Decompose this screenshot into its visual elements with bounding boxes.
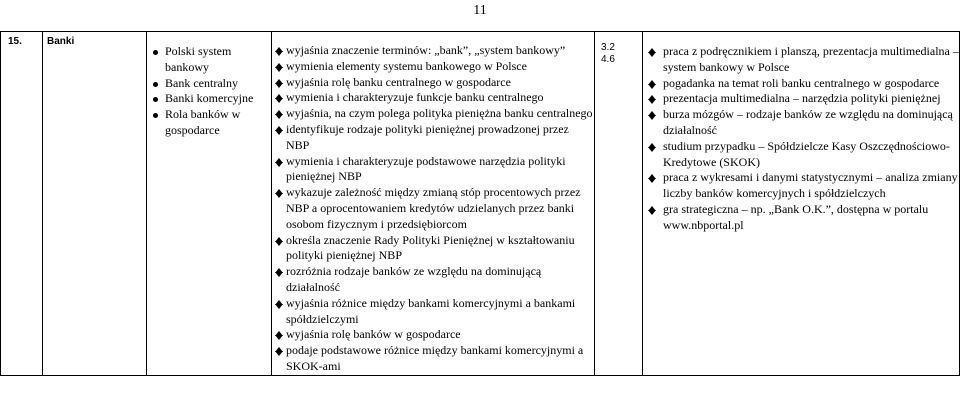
diamond-bullet-icon — [275, 63, 281, 69]
list-item: pogadanka na temat roli banku centralnego w gospodarce — [643, 76, 959, 92]
diamond-bullet-icon — [275, 347, 281, 353]
list-item: burza mózgów – rodzaje banków ze względu na dominującą działalność — [643, 107, 959, 139]
diamond-bullet-icon — [275, 158, 281, 164]
methods-cell — [643, 32, 960, 376]
diamond-bullet-icon — [648, 80, 654, 86]
diamond-bullet-icon — [648, 174, 654, 180]
diamond-bullet-icon — [648, 48, 654, 54]
list-item: gra strategiczna – np. „Bank O.K.”, dostępna w portalu www.nbportal.pl — [643, 202, 959, 234]
list-item: wyjaśnia, na czym polega polityka pieniężna banku centralnego — [272, 106, 594, 122]
bullet-icon — [153, 50, 158, 55]
list-item: rozróżnia rodzaje banków ze względu na dominującą działalność — [272, 264, 594, 296]
diamond-bullet-icon — [275, 331, 281, 337]
diamond-bullet-icon — [648, 143, 654, 149]
curriculum-code: 3.2 — [601, 42, 615, 53]
lesson-number: 15. — [8, 36, 22, 47]
syllabus-table — [0, 31, 960, 376]
list-item: studium przypadku – Spółdzielcze Kasy Oszczędnościowo-Kredytowe (SKOK) — [643, 139, 959, 171]
list-item: podaje podstawowe różnice między bankami komercyjnymi a SKOK-ami — [272, 343, 594, 375]
list-item: wymienia i charakteryzuje podstawowe narzędzia polityki pieniężnej NBP — [272, 154, 594, 186]
list-item: określa znaczenie Rady Polityki Pieniężnej w kształtowaniu polityki pieniężnej NBP — [272, 233, 594, 265]
lesson-topic-cell — [43, 32, 147, 376]
list-item: wyjaśnia rolę banków w gospodarce — [272, 327, 594, 343]
lesson-topic: Banki — [47, 36, 75, 47]
diamond-bullet-icon — [648, 95, 654, 101]
list-item: wyjaśnia rolę banku centralnego w gospodarce — [272, 75, 594, 91]
requirements-cell — [272, 32, 595, 376]
curriculum-code: 4.6 — [601, 54, 615, 65]
table-row — [1, 32, 960, 376]
list-item: wymienia i charakteryzuje funkcje banku centralnego — [272, 90, 594, 106]
requirements-list — [272, 32, 594, 375]
diamond-bullet-icon — [648, 111, 654, 117]
diamond-bullet-icon — [275, 110, 281, 116]
curriculum-codes — [595, 32, 642, 66]
bullet-icon — [153, 97, 158, 102]
list-item: wyjaśnia różnice między bankami komercyjnymi a bankami spółdzielczymi — [272, 296, 594, 328]
list-item: Rola banków w gospodarce — [147, 107, 271, 139]
contents-cell — [147, 32, 272, 376]
bullet-icon — [153, 82, 158, 87]
diamond-bullet-icon — [275, 47, 281, 53]
bullet-icon — [153, 113, 158, 118]
list-item: wykazuje zależność między zmianą stóp procentowych przez NBP a oprocentowaniem kredytów udzielanych przez banki osobom fizycznym i przedsiębiorcom — [272, 185, 594, 232]
diamond-bullet-icon — [275, 94, 281, 100]
list-item: wymienia elementy systemu bankowego w Polsce — [272, 59, 594, 75]
list-item: identyfikuje rodzaje polityki pieniężnej prowadzonej przez NBP — [272, 122, 594, 154]
methods-list — [643, 32, 959, 234]
list-item: Bank centralny — [147, 76, 271, 92]
diamond-bullet-icon — [275, 79, 281, 85]
curriculum-codes-cell — [595, 32, 643, 376]
page-number: 11 — [473, 3, 487, 18]
diamond-bullet-icon — [275, 189, 281, 195]
list-item: Polski system bankowy — [147, 44, 271, 76]
list-item: Banki komercyjne — [147, 91, 271, 107]
diamond-bullet-icon — [275, 237, 281, 243]
diamond-bullet-icon — [275, 126, 281, 132]
list-item: praca z podręcznikiem i planszą, prezentacja multimedialna – system bankowy w Polsce — [643, 44, 959, 76]
diamond-bullet-icon — [275, 300, 281, 306]
list-item: prezentacja multimedialna – narzędzia polityki pieniężnej — [643, 91, 959, 107]
contents-list — [147, 32, 271, 139]
diamond-bullet-icon — [275, 268, 281, 274]
list-item: praca z wykresami i danymi statystycznymi – analiza zmiany liczby banków komercyjnych i spółdzielczych — [643, 170, 959, 202]
lesson-number-cell — [1, 32, 43, 376]
list-item: wyjaśnia znaczenie terminów: „bank”, „system bankowy” — [272, 43, 594, 59]
diamond-bullet-icon — [648, 206, 654, 212]
